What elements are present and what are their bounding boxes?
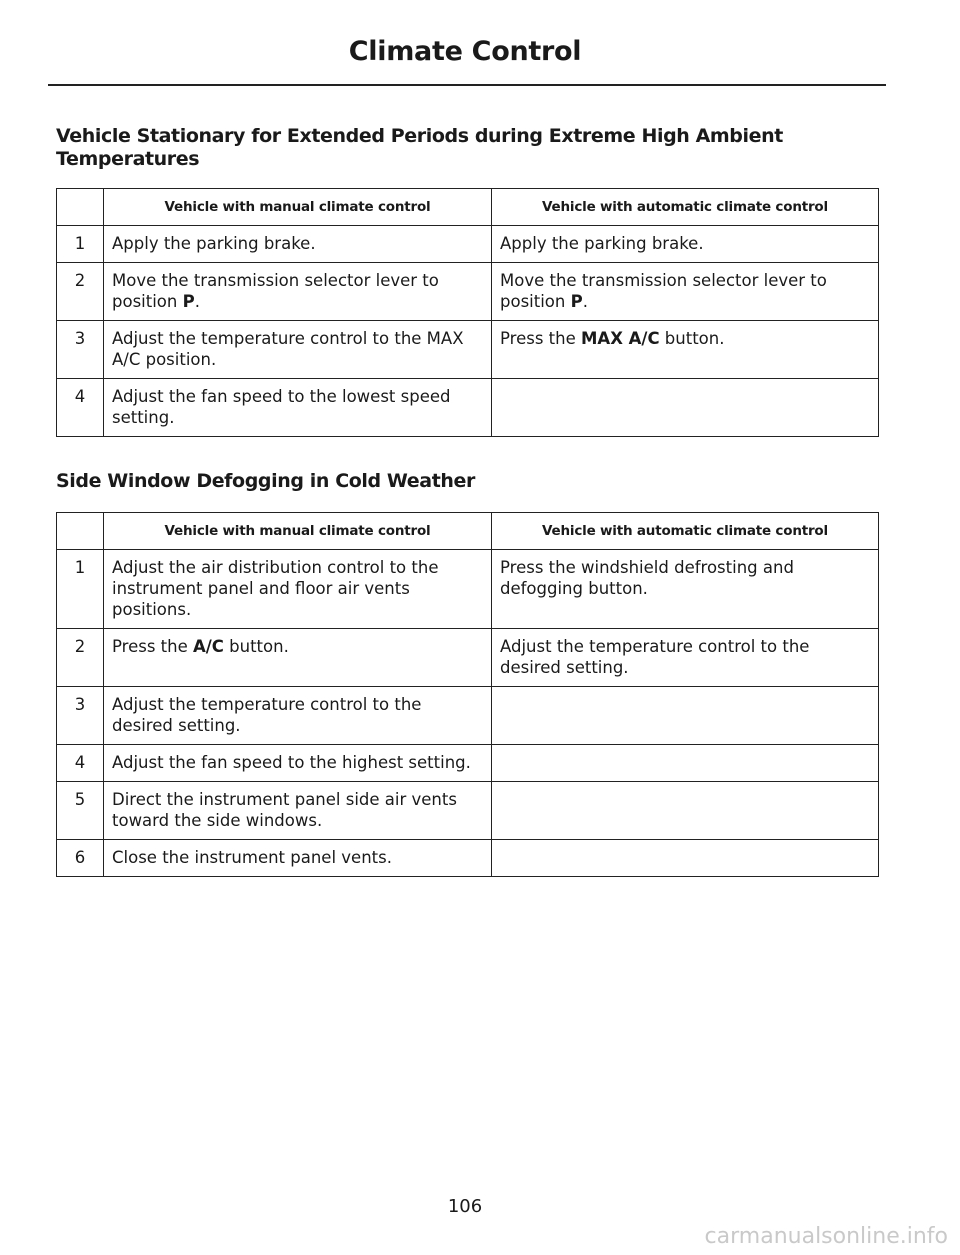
automatic-climate-header: Vehicle with automatic climate control — [492, 513, 879, 550]
step-text-end: button. — [223, 637, 289, 656]
page-number: 106 — [447, 1196, 483, 1217]
manual-climate-header: Vehicle with manual climate control — [104, 189, 492, 226]
manual-step — [104, 629, 492, 687]
table-row — [57, 840, 879, 877]
procedure-table-high-temperature — [56, 188, 879, 437]
manual-step: Direct the instrument panel side air vents toward the side windows. — [104, 782, 492, 840]
step-number: 4 — [57, 379, 104, 437]
step-number-header — [57, 513, 104, 550]
manual-step: Adjust the fan speed to the highest setting. — [104, 745, 492, 782]
automatic-step — [492, 379, 879, 437]
procedure-table-side-window-defogging — [56, 512, 879, 877]
watermark: carmanualsonline.info — [704, 1224, 948, 1249]
table-row — [57, 263, 879, 321]
automatic-step — [492, 782, 879, 840]
step-number: 3 — [57, 687, 104, 745]
table-row — [57, 629, 879, 687]
table-row — [57, 321, 879, 379]
step-number: 6 — [57, 840, 104, 877]
step-text: Move the transmission selector lever to position — [112, 271, 439, 311]
header-divider — [48, 84, 886, 86]
step-number: 2 — [57, 629, 104, 687]
manual-step: Close the instrument panel vents. — [104, 840, 492, 877]
section-title-side-window-defogging: Side Window Defogging in Cold Weather — [56, 470, 475, 492]
table-row — [57, 782, 879, 840]
button-name: A/C — [193, 637, 224, 656]
step-number: 3 — [57, 321, 104, 379]
automatic-climate-header: Vehicle with automatic climate control — [492, 189, 879, 226]
table-header-row — [57, 189, 879, 226]
table-row — [57, 745, 879, 782]
automatic-step: Apply the parking brake. — [492, 226, 879, 263]
table-row — [57, 550, 879, 629]
automatic-step — [492, 321, 879, 379]
automatic-step — [492, 687, 879, 745]
step-text-end: . — [582, 292, 588, 311]
section-title-high-temperature: Vehicle Stationary for Extended Periods during Extreme High Ambient Temperatures — [56, 125, 783, 170]
step-number: 1 — [57, 226, 104, 263]
step-number: 4 — [57, 745, 104, 782]
manual-step: Adjust the temperature control to the MAX A/C position. — [104, 321, 492, 379]
step-text: Move the transmission selector lever to position — [500, 271, 827, 311]
page-title: Climate Control — [348, 36, 582, 67]
table-header-row — [57, 513, 879, 550]
step-text-end: . — [194, 292, 200, 311]
manual-step: Apply the parking brake. — [104, 226, 492, 263]
table-row — [57, 379, 879, 437]
step-text: Press the — [500, 329, 581, 348]
manual-step — [104, 263, 492, 321]
automatic-step — [492, 263, 879, 321]
manual-step: Adjust the fan speed to the lowest speed setting. — [104, 379, 492, 437]
step-text: Press the — [112, 637, 193, 656]
gear-position: P — [570, 292, 583, 311]
manual-climate-header: Vehicle with manual climate control — [104, 513, 492, 550]
step-number: 5 — [57, 782, 104, 840]
gear-position: P — [182, 292, 195, 311]
step-number: 1 — [57, 550, 104, 629]
step-number: 2 — [57, 263, 104, 321]
automatic-step — [492, 840, 879, 877]
manual-step: Adjust the air distribution control to the instrument panel and floor air vents positions. — [104, 550, 492, 629]
table-row — [57, 687, 879, 745]
step-text-end: button. — [659, 329, 725, 348]
step-number-header — [57, 189, 104, 226]
manual-step: Adjust the temperature control to the desired setting. — [104, 687, 492, 745]
automatic-step — [492, 745, 879, 782]
table-row — [57, 226, 879, 263]
automatic-step: Adjust the temperature control to the desired setting. — [492, 629, 879, 687]
automatic-step: Press the windshield defrosting and defogging button. — [492, 550, 879, 629]
button-name: MAX A/C — [581, 329, 660, 348]
